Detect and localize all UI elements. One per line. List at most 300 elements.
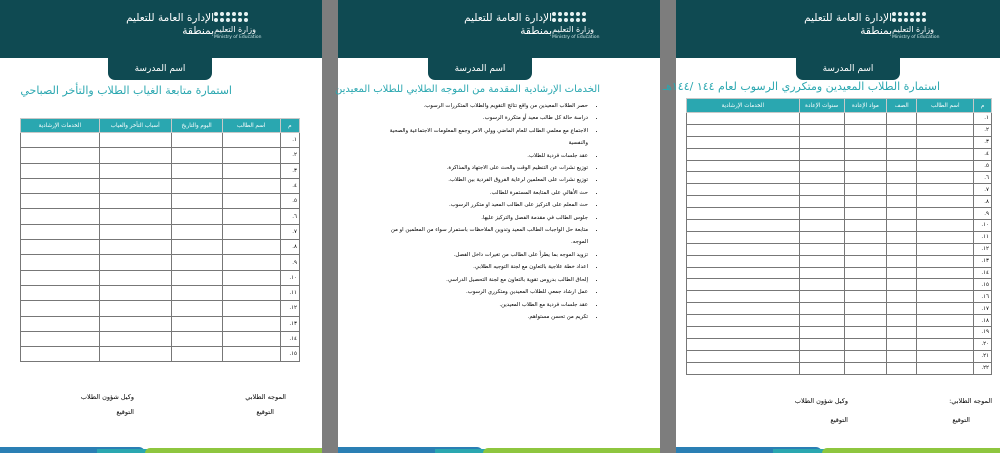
- table-cell[interactable]: [887, 279, 917, 291]
- table-header-row: [687, 99, 992, 113]
- table-row: [687, 350, 992, 362]
- row-number: ٢١.: [974, 350, 992, 362]
- table-cell[interactable]: [887, 327, 917, 339]
- row-number: ٦.: [974, 172, 992, 184]
- table-cell[interactable]: [222, 133, 280, 148]
- table-cell[interactable]: [21, 209, 100, 224]
- table-cell[interactable]: [222, 285, 280, 300]
- table-row: [687, 267, 992, 279]
- table-cell[interactable]: [21, 301, 100, 316]
- column-header: الخدمات الإرشادية: [687, 99, 800, 113]
- table-cell[interactable]: [99, 133, 171, 148]
- table-cell[interactable]: [99, 224, 171, 239]
- table-cell[interactable]: [917, 231, 974, 243]
- service-item: • عمل ارشاد جمعي للطلاب المعيدين ومتكرري الرسوب.: [343, 286, 588, 298]
- table-cell[interactable]: [222, 255, 280, 270]
- table-cell[interactable]: [887, 303, 917, 315]
- service-item: • حث الأهالي على المتابعة المستمرة للطالب.: [343, 187, 588, 199]
- table-cell[interactable]: [21, 255, 100, 270]
- header-region: بمنطقة: [182, 25, 214, 37]
- table-cell[interactable]: [917, 267, 974, 279]
- table-cell[interactable]: [844, 136, 886, 148]
- table-cell[interactable]: [222, 240, 280, 255]
- table-cell[interactable]: [917, 279, 974, 291]
- column-header: م: [974, 99, 992, 113]
- table-cell[interactable]: [222, 316, 280, 331]
- table-row: [687, 315, 992, 327]
- service-item: • الاجتماع مع معلمي الطالب للعام الماضي وولي الامر وجمع المعلومات الاجتماعية والصحية: [343, 125, 588, 137]
- counselor-label: الموجه الطلابي: [245, 393, 286, 401]
- table-cell[interactable]: [21, 224, 100, 239]
- table-cell[interactable]: [171, 194, 222, 209]
- table-cell[interactable]: [799, 291, 844, 303]
- row-number: ١٢.: [280, 301, 299, 316]
- service-item: الموجه.: [571, 239, 588, 246]
- table-row: [687, 220, 992, 232]
- row-number: ٢.: [974, 124, 992, 136]
- table-cell[interactable]: [99, 240, 171, 255]
- table-cell[interactable]: [99, 301, 171, 316]
- table-row: [687, 279, 992, 291]
- ministry-name-ar: وزارة التعليم: [214, 25, 256, 34]
- table-cell[interactable]: [799, 303, 844, 315]
- table-cell[interactable]: [917, 220, 974, 232]
- table-cell[interactable]: [799, 362, 844, 374]
- table-cell[interactable]: [887, 136, 917, 148]
- table-row: [687, 113, 992, 125]
- ministry-logo: [214, 12, 262, 40]
- service-item: • حصر الطلاب المعيدين من واقع نتائج التقويم والطلاب المتكررات الرسوب.: [343, 100, 588, 112]
- table-cell[interactable]: [887, 362, 917, 374]
- repeaters-table: [686, 98, 992, 375]
- ministry-name-ar: وزارة التعليم: [552, 25, 594, 34]
- page-header: [338, 0, 660, 58]
- table-cell[interactable]: [917, 350, 974, 362]
- table-cell[interactable]: [844, 315, 886, 327]
- table-cell[interactable]: [799, 267, 844, 279]
- table-row: [21, 270, 300, 285]
- table-row: [687, 327, 992, 339]
- table-cell[interactable]: [171, 270, 222, 285]
- row-number: ٢٠.: [974, 338, 992, 350]
- table-cell[interactable]: [687, 160, 800, 172]
- row-number: ٢٢.: [974, 362, 992, 374]
- table-cell[interactable]: [844, 124, 886, 136]
- row-number: ١٥.: [280, 347, 299, 362]
- table-cell[interactable]: [687, 231, 800, 243]
- table-cell[interactable]: [99, 331, 171, 346]
- table-cell[interactable]: [887, 160, 917, 172]
- row-number: ١.: [280, 133, 299, 148]
- row-number: ٤.: [280, 178, 299, 193]
- table-cell[interactable]: [687, 279, 800, 291]
- table-row: [21, 148, 300, 163]
- table-cell[interactable]: [171, 178, 222, 193]
- column-header: اليوم والتاريخ: [171, 119, 222, 133]
- table-cell[interactable]: [844, 113, 886, 125]
- row-number: ٥.: [280, 194, 299, 209]
- table-cell[interactable]: [887, 255, 917, 267]
- row-number: ١٦.: [974, 291, 992, 303]
- table-cell[interactable]: [799, 196, 844, 208]
- table-cell[interactable]: [844, 220, 886, 232]
- row-number: ٨.: [974, 196, 992, 208]
- table-cell[interactable]: [844, 148, 886, 160]
- table-cell[interactable]: [171, 163, 222, 178]
- table-cell[interactable]: [171, 316, 222, 331]
- table-cell[interactable]: [917, 338, 974, 350]
- service-item: • اعداد خطة علاجية بالتعاون مع لجنة التوجيه الطلابي.: [343, 261, 588, 273]
- table-row: [687, 362, 992, 374]
- table-cell[interactable]: [222, 194, 280, 209]
- service-item: • توزيع نشرات على المعلمين لرعاية الفروق الفردية بين الطلاب.: [343, 174, 588, 186]
- table-cell[interactable]: [21, 148, 100, 163]
- page-title: استمارة الطلاب المعيدين ومتكرري الرسوب لعام ١٤٤ /١٤٤هـ: [662, 80, 940, 93]
- service-item: • إلحاق الطالب بدروس تقوية بالتعاون مع لجنة التحصيل الدراسي.: [343, 274, 588, 286]
- table-cell[interactable]: [917, 184, 974, 196]
- table-cell[interactable]: [171, 347, 222, 362]
- table-cell[interactable]: [917, 255, 974, 267]
- table-cell[interactable]: [222, 224, 280, 239]
- table-cell[interactable]: [687, 172, 800, 184]
- table-cell[interactable]: [799, 231, 844, 243]
- table-cell[interactable]: [844, 231, 886, 243]
- table-cell[interactable]: [222, 347, 280, 362]
- table-cell[interactable]: [844, 362, 886, 374]
- table-cell[interactable]: [917, 148, 974, 160]
- deputy-signature-label: التوقيع: [830, 416, 848, 424]
- row-number: ٣.: [280, 163, 299, 178]
- table-row: [687, 303, 992, 315]
- ministry-name-en: Ministry of Education: [214, 35, 262, 40]
- row-number: ٢.: [280, 148, 299, 163]
- page-footer: [338, 443, 660, 453]
- table-cell[interactable]: [887, 196, 917, 208]
- table-cell[interactable]: [687, 124, 800, 136]
- table-cell[interactable]: [844, 303, 886, 315]
- service-item: • حث المعلم على التركيز على الطالب المعيد او متكرر الرسوب.: [343, 199, 588, 211]
- table-cell[interactable]: [687, 243, 800, 255]
- table-cell[interactable]: [799, 338, 844, 350]
- table-row: [687, 338, 992, 350]
- school-name-tab: اسم المدرسة: [796, 58, 900, 80]
- table-cell[interactable]: [887, 184, 917, 196]
- school-name-tab: اسم المدرسة: [428, 58, 532, 80]
- service-item: • عقد جلسات فردية مع الطلاب المعيدين.: [343, 299, 588, 311]
- table-row: [687, 243, 992, 255]
- table-row: [21, 163, 300, 178]
- row-number: ١٨.: [974, 315, 992, 327]
- column-header: أسباب التأخر والغياب: [99, 119, 171, 133]
- table-cell[interactable]: [844, 208, 886, 220]
- table-cell[interactable]: [687, 184, 800, 196]
- counselor-label: الموجه الطلابي:: [949, 397, 992, 405]
- table-cell[interactable]: [844, 243, 886, 255]
- table-cell[interactable]: [687, 303, 800, 315]
- table-cell[interactable]: [799, 124, 844, 136]
- table-cell[interactable]: [917, 243, 974, 255]
- table-cell[interactable]: [917, 362, 974, 374]
- service-item: • توزيع نشرات عن التنظيم الوقت والحث على الاجتهاد والمذاكرة.: [343, 162, 588, 174]
- table-cell[interactable]: [171, 224, 222, 239]
- table-cell[interactable]: [887, 231, 917, 243]
- table-cell[interactable]: [222, 163, 280, 178]
- table-cell[interactable]: [687, 267, 800, 279]
- table-cell[interactable]: [887, 291, 917, 303]
- service-item: والنفسية: [568, 140, 588, 147]
- service-item: • متابعة حل الواجبات الطالب المعيد وتدوين الملاحظات باستمرار سواء من المعلمين او من: [343, 224, 588, 236]
- table-cell[interactable]: [799, 220, 844, 232]
- table-row: [687, 231, 992, 243]
- table-cell[interactable]: [171, 301, 222, 316]
- counselor-signature-label: التوقيع: [256, 408, 274, 416]
- table-cell[interactable]: [222, 178, 280, 193]
- row-number: ١٩.: [974, 327, 992, 339]
- table-cell[interactable]: [799, 327, 844, 339]
- deputy-label: وكيل شؤون الطلاب: [80, 393, 134, 401]
- row-number: ٣.: [974, 136, 992, 148]
- table-cell[interactable]: [917, 172, 974, 184]
- table-cell[interactable]: [171, 240, 222, 255]
- table-cell[interactable]: [887, 267, 917, 279]
- table-cell[interactable]: [917, 291, 974, 303]
- header-region: بمنطقة: [520, 25, 552, 37]
- page-repeaters-form: [662, 0, 1000, 453]
- table-cell[interactable]: [21, 270, 100, 285]
- table-cell[interactable]: [917, 315, 974, 327]
- row-number: ١٥.: [974, 279, 992, 291]
- table-cell[interactable]: [799, 315, 844, 327]
- table-cell[interactable]: [687, 291, 800, 303]
- column-header: اسم الطالب: [222, 119, 280, 133]
- table-cell[interactable]: [171, 331, 222, 346]
- row-number: ٤.: [974, 148, 992, 160]
- row-number: ٧.: [280, 224, 299, 239]
- table-cell[interactable]: [21, 194, 100, 209]
- row-number: ٦.: [280, 209, 299, 224]
- table-cell[interactable]: [687, 148, 800, 160]
- service-item: • عقد جلسات فردية للطلاب.: [343, 150, 588, 162]
- table-cell[interactable]: [99, 316, 171, 331]
- row-number: ١١.: [280, 285, 299, 300]
- table-cell[interactable]: [887, 338, 917, 350]
- table-cell[interactable]: [687, 350, 800, 362]
- table-cell[interactable]: [917, 124, 974, 136]
- service-item: • جلوس الطالب في مقدمة الفصل والتركيز عليها.: [343, 212, 588, 224]
- table-cell[interactable]: [222, 301, 280, 316]
- table-cell[interactable]: [687, 338, 800, 350]
- ministry-name-en: Ministry of Education: [552, 35, 600, 40]
- row-number: ١٤.: [280, 331, 299, 346]
- table-cell[interactable]: [21, 347, 100, 362]
- ministry-name-en: Ministry of Education: [892, 35, 940, 40]
- table-cell[interactable]: [799, 148, 844, 160]
- table-cell[interactable]: [887, 243, 917, 255]
- page-footer: [0, 443, 322, 453]
- table-cell[interactable]: [917, 196, 974, 208]
- row-number: ١٤.: [974, 267, 992, 279]
- row-number: ٩.: [974, 208, 992, 220]
- table-cell[interactable]: [844, 338, 886, 350]
- ministry-name-ar: وزارة التعليم: [892, 25, 934, 34]
- table-cell[interactable]: [99, 255, 171, 270]
- table-cell[interactable]: [799, 113, 844, 125]
- table-cell[interactable]: [687, 136, 800, 148]
- page-counseling-services: [335, 0, 660, 453]
- table-cell[interactable]: [222, 209, 280, 224]
- table-cell[interactable]: [844, 184, 886, 196]
- table-cell[interactable]: [887, 148, 917, 160]
- table-cell[interactable]: [171, 148, 222, 163]
- table-cell[interactable]: [687, 220, 800, 232]
- table-row: [687, 148, 992, 160]
- table-cell[interactable]: [799, 255, 844, 267]
- table-cell[interactable]: [844, 350, 886, 362]
- table-cell[interactable]: [99, 148, 171, 163]
- table-cell[interactable]: [687, 327, 800, 339]
- page-title: استمارة متابعة الغياب الطلاب والتأخر الصباحي: [20, 84, 232, 97]
- table-cell[interactable]: [222, 331, 280, 346]
- table-cell[interactable]: [21, 331, 100, 346]
- service-item: • تكريم من تحسن مستواهم.: [343, 311, 588, 323]
- table-cell[interactable]: [844, 279, 886, 291]
- table-cell[interactable]: [799, 208, 844, 220]
- table-cell[interactable]: [799, 350, 844, 362]
- service-item: • دراسة حالة كل طالب معيد أو متكررة الرسوب.: [343, 112, 588, 124]
- table-row: [687, 208, 992, 220]
- page-footer: [676, 443, 1000, 453]
- column-header: مواد الإعادة: [844, 99, 886, 113]
- table-cell[interactable]: [917, 327, 974, 339]
- table-cell[interactable]: [687, 255, 800, 267]
- table-cell[interactable]: [687, 208, 800, 220]
- header-region: بمنطقة: [860, 25, 892, 37]
- table-cell[interactable]: [917, 303, 974, 315]
- table-cell[interactable]: [844, 160, 886, 172]
- table-row: [687, 184, 992, 196]
- table-cell[interactable]: [799, 243, 844, 255]
- table-row: [21, 194, 300, 209]
- table-cell[interactable]: [99, 178, 171, 193]
- table-cell[interactable]: [99, 209, 171, 224]
- table-cell[interactable]: [687, 362, 800, 374]
- row-number: ١٣.: [280, 316, 299, 331]
- table-row: [687, 160, 992, 172]
- table-cell[interactable]: [887, 113, 917, 125]
- table-cell[interactable]: [844, 196, 886, 208]
- table-cell[interactable]: [799, 136, 844, 148]
- table-cell[interactable]: [21, 240, 100, 255]
- table-cell[interactable]: [21, 163, 100, 178]
- page-header: [676, 0, 1000, 58]
- row-number: ٨.: [280, 240, 299, 255]
- table-cell[interactable]: [799, 172, 844, 184]
- table-cell[interactable]: [887, 350, 917, 362]
- table-cell[interactable]: [99, 347, 171, 362]
- ministry-logo: [892, 12, 940, 40]
- table-cell[interactable]: [917, 113, 974, 125]
- table-cell[interactable]: [887, 172, 917, 184]
- table-cell[interactable]: [799, 184, 844, 196]
- table-row: [21, 316, 300, 331]
- deputy-label: وكيل شؤون الطلاب: [794, 397, 848, 405]
- table-cell[interactable]: [844, 291, 886, 303]
- table-row: [21, 133, 300, 148]
- table-cell[interactable]: [21, 285, 100, 300]
- table-row: [21, 285, 300, 300]
- column-header: الصف: [887, 99, 917, 113]
- table-cell[interactable]: [21, 316, 100, 331]
- table-cell[interactable]: [99, 163, 171, 178]
- column-header: م: [280, 119, 299, 133]
- table-cell[interactable]: [687, 315, 800, 327]
- absence-table: [20, 118, 300, 362]
- table-cell[interactable]: [171, 255, 222, 270]
- table-cell[interactable]: [222, 270, 280, 285]
- table-cell[interactable]: [844, 172, 886, 184]
- table-cell[interactable]: [222, 148, 280, 163]
- header-title: الإدارة العامة للتعليم: [804, 12, 892, 24]
- table-row: [687, 196, 992, 208]
- row-number: ١٧.: [974, 303, 992, 315]
- table-row: [21, 240, 300, 255]
- table-cell[interactable]: [171, 285, 222, 300]
- table-cell[interactable]: [687, 113, 800, 125]
- row-number: ١٠.: [280, 270, 299, 285]
- row-number: ١٢.: [974, 243, 992, 255]
- table-row: [21, 209, 300, 224]
- row-number: ٩.: [280, 255, 299, 270]
- table-cell[interactable]: [844, 267, 886, 279]
- table-cell[interactable]: [844, 255, 886, 267]
- table-row: [21, 255, 300, 270]
- table-cell[interactable]: [917, 208, 974, 220]
- table-row: [21, 301, 300, 316]
- table-cell[interactable]: [21, 133, 100, 148]
- table-cell[interactable]: [917, 136, 974, 148]
- header-title: الإدارة العامة للتعليم: [126, 12, 214, 24]
- table-cell[interactable]: [99, 194, 171, 209]
- column-header: اسم الطالب: [917, 99, 974, 113]
- page-header: [0, 0, 322, 58]
- table-cell[interactable]: [171, 133, 222, 148]
- table-row: [21, 347, 300, 362]
- table-cell[interactable]: [887, 208, 917, 220]
- table-cell[interactable]: [687, 196, 800, 208]
- ministry-logo: [552, 12, 600, 40]
- row-number: ١٠.: [974, 220, 992, 232]
- table-cell[interactable]: [887, 124, 917, 136]
- column-header: الخدمات الإرشادية: [21, 119, 100, 133]
- table-cell[interactable]: [887, 220, 917, 232]
- table-cell[interactable]: [99, 270, 171, 285]
- table-cell[interactable]: [799, 160, 844, 172]
- school-name-tab: اسم المدرسة: [108, 58, 212, 80]
- table-cell[interactable]: [917, 160, 974, 172]
- table-row: [687, 172, 992, 184]
- table-cell[interactable]: [21, 178, 100, 193]
- services-list: [343, 100, 600, 323]
- table-cell[interactable]: [799, 279, 844, 291]
- table-cell[interactable]: [844, 327, 886, 339]
- table-cell[interactable]: [99, 285, 171, 300]
- table-cell[interactable]: [887, 315, 917, 327]
- table-header-row: [21, 119, 300, 133]
- row-number: ١١.: [974, 231, 992, 243]
- header-title: الإدارة العامة للتعليم: [464, 12, 552, 24]
- table-cell[interactable]: [171, 209, 222, 224]
- table-row: [21, 331, 300, 346]
